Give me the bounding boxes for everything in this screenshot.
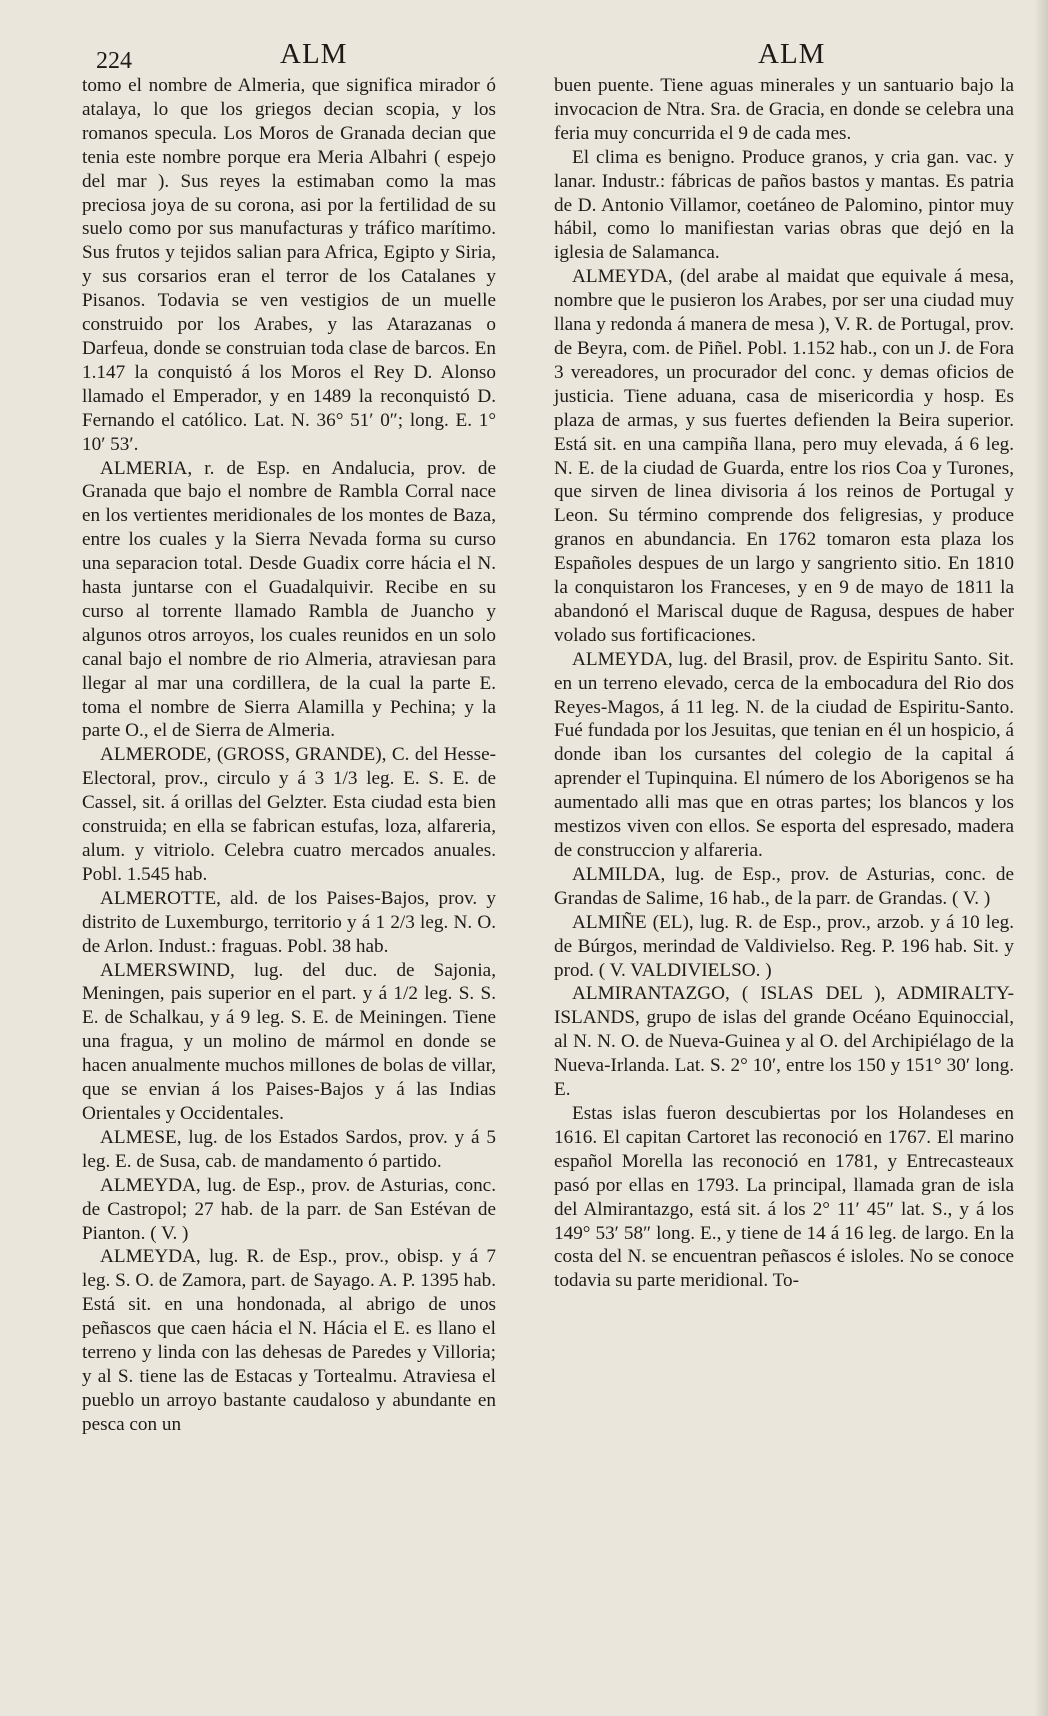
entry-paragraph: buen puente. Tiene aguas minerales y un santuario bajo la invocacion de Ntra. Sra. de Gracia, en donde se celebra una feria muy concurrida el 9 de cada mes.	[554, 75, 1014, 144]
page-number: 224	[96, 48, 132, 74]
entry-paragraph: ALMEYDA, (del arabe al maidat que equivale á mesa, nombre que le pusieron los Arabes, por ser una ciudad muy llana y redonda á manera de mesa ), V. R. de Portugal, prov. de Beyra, com. de Piñel. Pobl. 1.152 hab., con un J. de Fora 3 vereadores, un procurador del conc. y demas oficios de justicia. Tiene aduana, casa de misericordia y hosp. Es plaza de armas, y sus fuertes defienden la Beira superior. Está sit. en una campiña llana, pero muy elevada, á 6 leg. N. E. de la ciudad de Guarda, entre los rios Coa y Turones, que sirven de linea divisoria á los reinos de Portugal y Leon. Su término comprende dos feligresias, y produce granos en abundancia. En 1762 tomaron esta plaza los Españoles despues de un largo y sangriento sitio. En 1810 la conquistaron los Franceses, y en 9 de mayo de 1811 la abandonó el Mariscal duque de Ragusa, despues de haber volado sus fortificaciones.	[554, 266, 1015, 646]
entry-paragraph: ALMESE, lug. de los Estados Sardos, prov. y á 5 leg. E. de Susa, cab. de mandamento ó partido.	[82, 1126, 496, 1172]
entry-paragraph: ALMERSWIND, lug. del duc. de Sajonia, Meningen, pais superior en el part. y á 1/2 leg. S. S. E. de Schalkau, y á 9 leg. S. E. de Meiningen. Tiene una fragua, y un molino de mármol en donde se hacen anualmente muchos millones de bolas de villar, que se envian á los Paises-Bajos y á las Indias Orientales y Occidentales.	[82, 959, 496, 1124]
entry-paragraph: ALMEYDA, lug. de Esp., prov. de Asturias, conc. de Castropol; 27 hab. de la parr. de San Estévan de Pianton. ( V. )	[82, 1174, 496, 1244]
page-header	[0, 30, 1048, 74]
left-running-head: ALM	[280, 38, 348, 70]
page-edge-shadow	[1034, 0, 1048, 1716]
entry-paragraph: ALMEROTTE, ald. de los Paises-Bajos, prov. y distrito de Luxemburgo, territorio y á 1 2/3 leg. N. O. de Arlon. Indust.: fraguas. Pobl. 38 hab.	[82, 887, 496, 957]
entry-paragraph: ALMERODE, (GROSS, GRANDE), C. del Hesse-Electoral, prov., circulo y á 3 1/3 leg. E. S. E. de Cassel, sit. á orillas del Gelzter. Esta ciudad esta bien construida; en ella se fabrican estufas, loza, alfareria, alum. y vitriolo. Celebra cuatro mercados anuales. Pobl. 1.545 hab.	[82, 744, 496, 885]
entry-paragraph: ALMEYDA, lug. R. de Esp., prov., obisp. y á 7 leg. S. O. de Zamora, part. de Sayago. A. P. 1395 hab. Está sit. en una hondonada, al abrigo de unos peñascos que caen hácia el N. Hácia el E. es llano el terreno y linda con las dehesas de Paredes y Villoria; y al S. tiene las de Estacas y Tortealmu. Atraviesa el pueblo un arroyo bastante caudaloso y abundante en pesca con un	[82, 1246, 496, 1435]
right-running-head: ALM	[758, 38, 826, 70]
entry-paragraph: ALMIRANTAZGO, ( ISLAS DEL ), ADMIRALTY-ISLANDS, grupo de islas del grande Océano Equinoccial, al N. N. O. de Nueva-Guinea y al O. del Archipiélago de la Nueva-Irlanda. Lat. S. 2° 10′, entre los 150 y 151° 30′ long. E.	[554, 983, 1014, 1101]
entry-paragraph: ALMEYDA, lug. del Brasil, prov. de Espiritu Santo. Sit. en un terreno elevado, cerca de la embocadura del Rio dos Reyes-Magos, á 11 leg. N. de la ciudad de Espiritu-Santo. Fué fundada por los Jesuitas, que tenian en él un hospicio, á donde iban los cursantes del colegio de la capital á aprender el Tupinquina. El número de los Aborigenos se ha aumentado alli mas que en otras partes; los blancos y los mestizos viven con ellos. Se esporta del espresado, madera de construccion y alfareria.	[554, 648, 1014, 861]
entry-paragraph: ALMERIA, r. de Esp. en Andalucia, prov. de Granada que bajo el nombre de Rambla Corral nace en los vertientes meridionales de los montes de Baza, entre los cuales y la Sierra Nevada forma su curso una separacion total. Desde Guadix corre hácia el N. hasta juntarse con el Guadalquivir. Recibe en su curso al torrente llamado Rambla de Juancho y algunos otros arroyos, los cuales reunidos en un solo canal bajo el nombre de rio Almeria, atraviesan para llegar al mar una cordillera, de la cual la parte E. toma el nombre de Sierra Alamilla y Pechina; y la parte O., el de Sierra de Almeria.	[82, 457, 496, 742]
right-column	[554, 74, 1014, 1293]
entry-paragraph: Estas islas fueron descubiertas por los Holandeses en 1616. El capitan Cartoret las reconoció en 1767. El marino español Morella las reconoció en 1781, y Entrecasteaux pasó por ellas en 1793. La principal, llamada gran de isla del Almirantazgo, está sit. á los 2° 11′ 45″ lat. S., y á los 149° 53′ 58″ long. E., y tiene de 14 á 16 leg. de largo. En la costa del N. se encuentran peñascos é isloles. No se conoce todavia su parte meridional. To-	[554, 1102, 1014, 1292]
entry-paragraph: El clima es benigno. Produce granos, y cria gan. vac. y lanar. Industr.: fábricas de paños bastos y mantas. Es patria de D. Antonio Villamor, coetáneo de Palomino, pintor muy hábil, como lo manifiestan varias obras que dejó en la iglesia de Salamanca.	[554, 146, 1014, 264]
entry-paragraph: tomo el nombre de Almeria, que significa mirador ó atalaya, lo que los griegos decian scopia, y los romanos specula. Los Moros de Granada decian que tenia este nombre porque era Meria Albahri ( espejo del mar ). Sus reyes la estimaban como la mas preciosa joya de su corona, asi por la fertilidad de su suelo como por sus manufacturas y tráfico marítimo. Sus frutos y tejidos salian para Africa, Egipto y Siria, y sus corsarios eran el terror de los Catalanes y Pisanos. Todavia se ven vestigios de un muelle construido por los Arabes, y las Atarazanas o Darfeua, donde se construian toda clase de barcos. En 1.147 la conquistó á los Moros el Rey D. Alonso llamado el Emperador, y en 1489 la reconquistó D. Fernando el católico. Lat. N. 36° 51′ 0″; long. E. 1° 10′ 53′.	[82, 75, 496, 455]
entry-paragraph: ALMILDA, lug. de Esp., prov. de Asturias, conc. de Grandas de Salime, 16 hab., de la parr. de Grandas. ( V. )	[554, 863, 1014, 909]
left-column	[82, 74, 496, 1437]
entry-paragraph: ALMIÑE (EL), lug. R. de Esp., prov., arzob. y á 10 leg. de Búrgos, merindad de Valdivielso. Reg. P. 196 hab. Sit. y prod. ( V. VALDIVIELSO. )	[554, 911, 1014, 981]
